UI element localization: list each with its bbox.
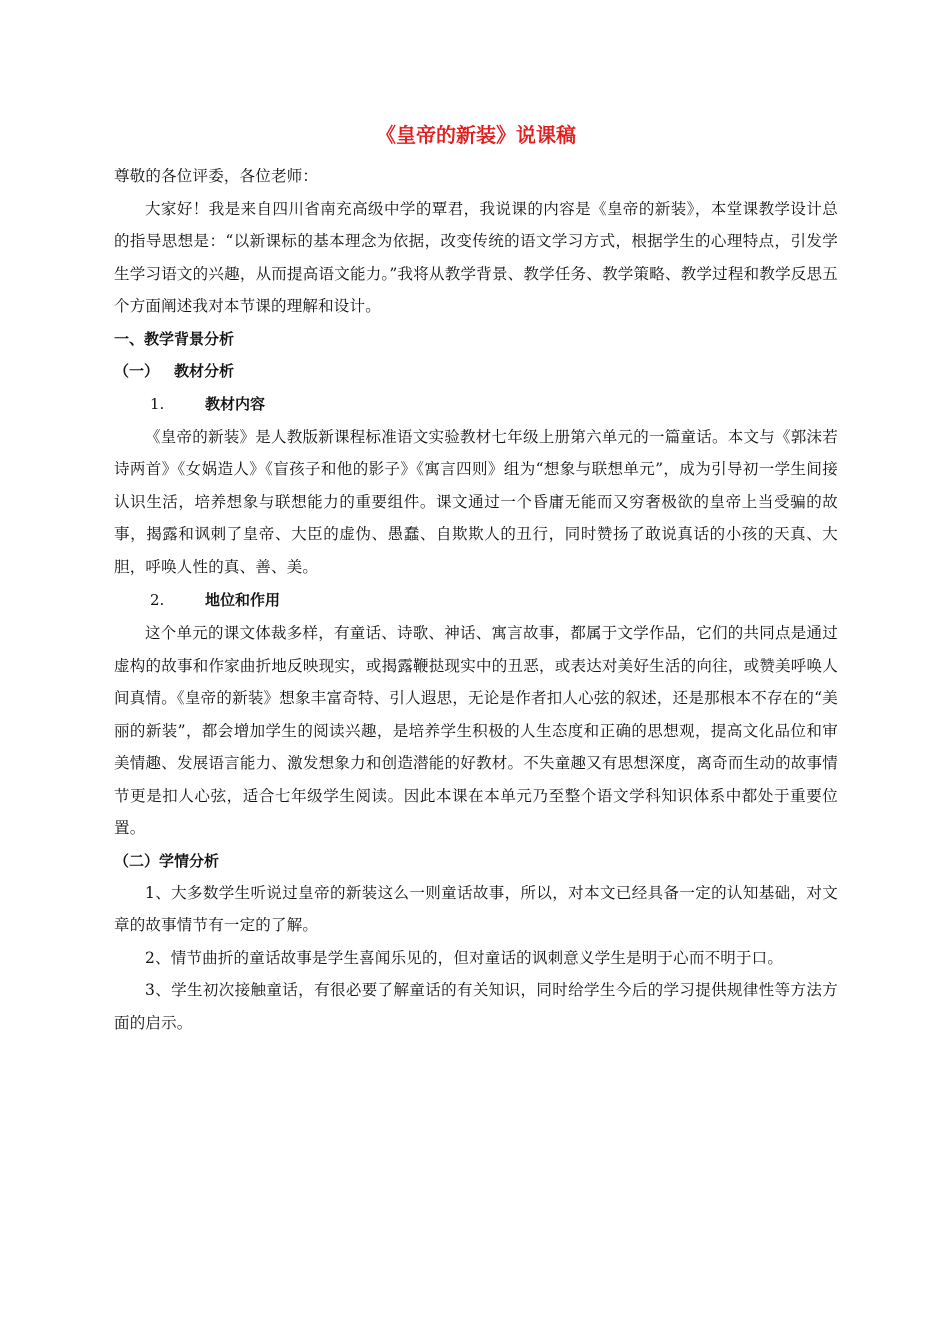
item-number: 1.	[150, 394, 165, 413]
item-heading-role	[114, 583, 838, 617]
content-paragraph: 《皇帝的新装》是人教版新课程标准语文实验教材七年级上册第六单元的一篇童话。本文与《郭沫若诗两首》《女娲造人》《盲孩子和他的影子》《寓言四则》组为“想象与联想单元”，成为引导初一学生间接认识生活，培养想象与联想能力的重要组件。课文通过一个昏庸无能而又穷奢极欲的皇帝上当受骗的故事，揭露和讽刺了皇帝、大臣的虚伪、愚蠢、自欺欺人的丑行，同时赞扬了敢说真话的小孩的天真、大胆，呼唤人性的真、善、美。	[114, 427, 838, 576]
greeting: 尊敬的各位评委，各位老师：	[114, 167, 319, 185]
student-point-1: 1、大多数学生听说过皇帝的新装这么一则童话故事，所以，对本文已经具备一定的认知基础，对文章的故事情节有一定的了解。	[114, 883, 838, 934]
item-number: 2.	[150, 591, 165, 609]
item-heading-content	[114, 387, 838, 421]
subsection-label: 教材分析	[174, 361, 235, 380]
subsection-number: （一）	[114, 361, 160, 380]
student-point-2: 2、情节曲折的童话故事是学生喜闻乐见的，但对童话的讽刺意义学生是明于心而不明于口。	[145, 948, 784, 967]
role-paragraph: 这个单元的课文体裁多样，有童话、诗歌、神话、寓言故事，都属于文学作品，它们的共同点是通过虚构的故事和作家曲折地反映现实，或揭露鞭挞现实中的丑恶，或表达对美好生活的向往，或赞美呼唤人间真情。《皇帝的新装》想象丰富奇特、引人遐思，无论是作者扣人心弦的叙述，还是那根本不存在的“美丽的新装”，都会增加学生的阅读兴趣，是培养学生积极的人生态度和正确的思想观，提高文化品位和审美情趣、发展语言能力、激发想象力和创造潜能的好教材。不失童趣又有思想深度，离奇而生动的故事情节更是扣人心弦，适合七年级学生阅读。因此本课在本单元乃至整个语文学科知识体系中都处于重要位置。	[114, 624, 838, 837]
intro-paragraph: 大家好！我是来自四川省南充高级中学的覃君，我说课的内容是《皇帝的新装》，本堂课教学设计总的指导思想是：“以新课标的基本理念为依据，改变传统的语文学习方式，根据学生的心理特点，引发学生学习语文的兴趣，从而提高语文能力。”我将从教学背景、教学任务、教学策略、教学过程和教学反思五个方面阐述我对本节课的理解和设计。	[114, 199, 838, 315]
item-label: 教材内容	[205, 394, 266, 413]
subsection-heading-textbook	[114, 355, 838, 387]
section-heading-1: 一、教学背景分析	[114, 329, 235, 348]
item-label: 地位和作用	[205, 591, 281, 609]
document-page	[114, 120, 838, 1039]
student-point-3: 3、学生初次接触童话，有很必要了解童话的有关知识，同时给学生今后的学习提供规律性等方法方面的启示。	[114, 981, 838, 1032]
subsection-heading-students: （二）学情分析	[114, 851, 220, 870]
document-title: 《皇帝的新装》说课稿	[376, 123, 576, 147]
